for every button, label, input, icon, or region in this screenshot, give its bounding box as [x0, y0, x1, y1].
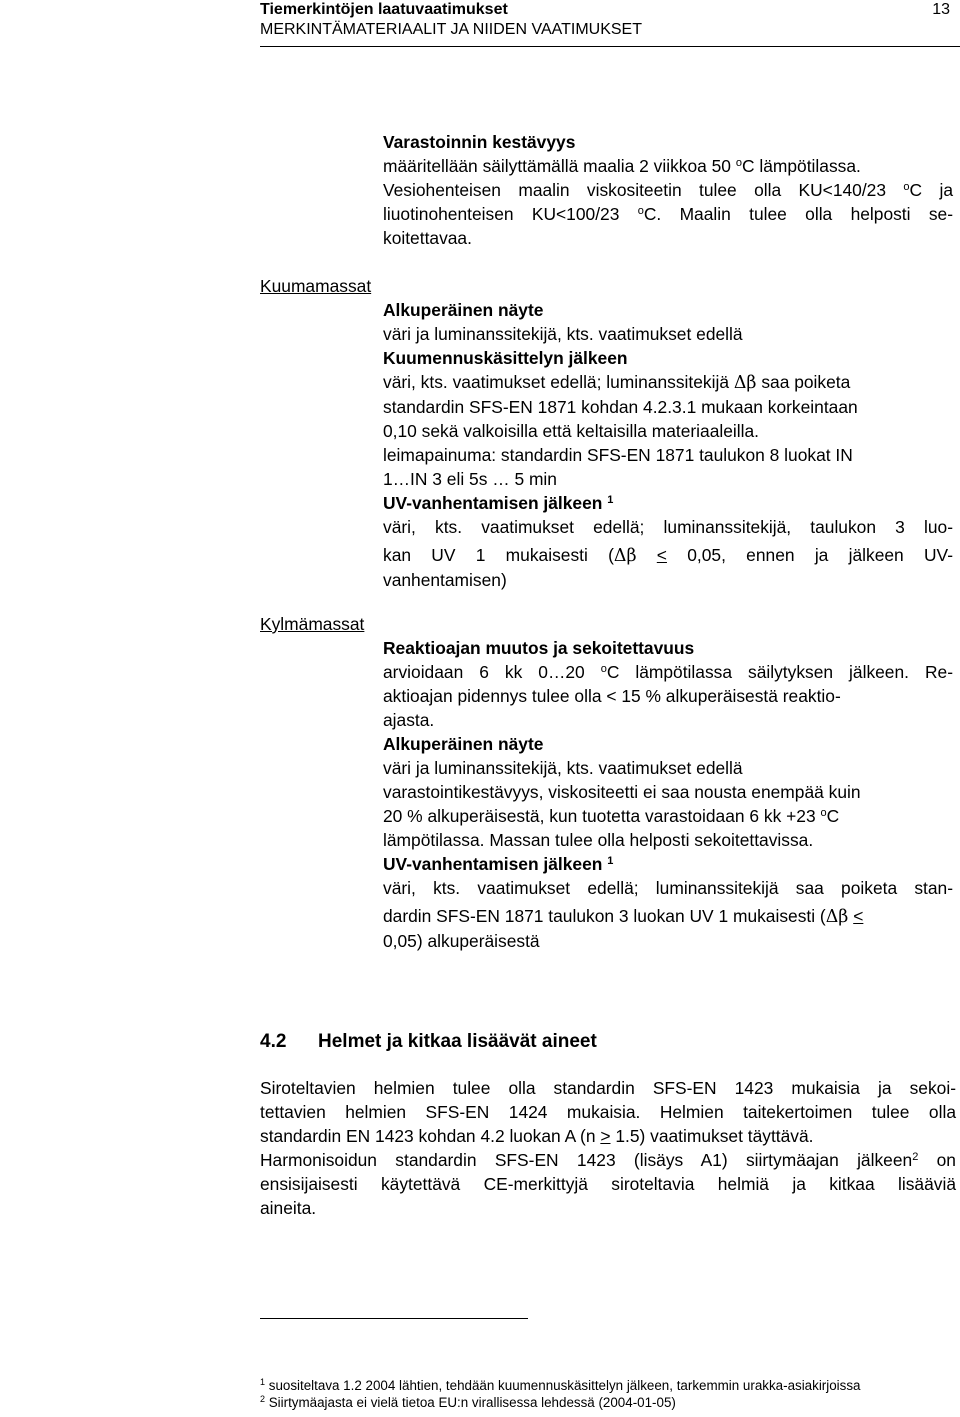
cold-reaction-heading: Reaktioajan muutos ja sekoitettavuus: [383, 638, 695, 658]
storage-line-2: Vesiohenteisen maalin viskositeetin tulee olla KU<140/23 $^o$C ja: [383, 180, 953, 200]
cold-original-line-1: väri ja luminanssitekijä, kts. vaatimukset edellä: [383, 758, 743, 778]
footnote-2: $^2$ Siirtymäajasta ei vielä tietoa EU:n virallisessa lehdessä (2004-01-05): [260, 1394, 676, 1410]
cold-uv-line-1: väri, kts. vaatimukset edellä; luminanssitekijä saa poiketa stan-: [383, 878, 953, 898]
storage-line-3: liuotinohenteisen KU<100/23 $^o$C. Maalin tulee olla helposti se-: [383, 204, 953, 224]
cold-original-line-3: 20 % alkuperäisestä, kun tuotetta varastoidaan 6 kk +23 $^o$C: [383, 806, 840, 826]
hot-mass-heading: Kuumamassat: [260, 276, 372, 296]
header-divider: [260, 46, 960, 47]
document-subtitle: MERKINTÄMATERIAALIT JA NIIDEN VAATIMUKSET: [260, 21, 642, 38]
section-line-3: standardin EN 1423 kohdan 4.2 luokan A (n > 1.5) vaatimukset täyttävä.: [260, 1126, 814, 1146]
section-line-2: tettavien helmien SFS-EN 1424 mukaisia. Helmien taitekertoimen tulee olla: [260, 1102, 956, 1122]
section-line-1: Siroteltavien helmien tulee olla standardin SFS-EN 1423 mukaisia ja sekoi-: [260, 1078, 956, 1098]
hot-heat-line-2: standardin SFS-EN 1871 kohdan 4.2.3.1 mukaan korkeintaan: [383, 397, 858, 417]
section-body: [260, 1076, 956, 1220]
cold-original-line-4: lämpötilassa. Massan tulee olla helposti sekoitettavissa.: [383, 830, 814, 850]
cold-reaction-line-3: ajasta.: [383, 710, 435, 730]
footnote-divider: [260, 1318, 528, 1319]
cold-mass-section: [383, 636, 953, 953]
hot-uv-heading: UV-vanhentamisen jälkeen $^1$: [383, 493, 614, 513]
cold-mass-heading: Kylmämassat: [260, 614, 365, 634]
cold-original-line-2: varastointikestävyys, viskositeetti ei saa nousta enempää kuin: [383, 782, 861, 802]
hot-original-heading: Alkuperäinen näyte: [383, 300, 544, 320]
hot-heat-line-5: 1…IN 3 eli 5s … 5 min: [383, 469, 557, 489]
delta-beta-symbol: Δβ: [733, 373, 757, 393]
section-title: Helmet ja kitkaa lisäävät aineet: [318, 1031, 597, 1052]
hot-uv-line-3: vanhentamisen): [383, 570, 507, 590]
storage-section: [383, 130, 953, 250]
section-line-6: aineita.: [260, 1198, 317, 1218]
hot-uv-line-1: väri, kts. vaatimukset edellä; luminanssitekijä, taulukon 3 luo-: [383, 517, 953, 537]
hot-original-text: väri ja luminanssitekijä, kts. vaatimukset edellä: [383, 324, 743, 344]
storage-line-4: koitettavaa.: [383, 228, 472, 248]
document-title: Tiemerkintöjen laatuvaatimukset: [260, 1, 508, 18]
hot-heat-line-1: väri, kts. vaatimukset edellä; luminanssitekijä Δβ saa poiketa: [383, 372, 851, 393]
hot-heat-line-3: 0,10 sekä valkoisilla että keltaisilla materiaaleilla.: [383, 421, 760, 441]
page-number: 13: [932, 1, 950, 18]
storage-line-1: määritellään säilyttämällä maalia 2 viikkoa 50 $^o$C lämpötilassa.: [383, 156, 861, 176]
cold-uv-line-2: dardin SFS-EN 1871 taulukon 3 luokan UV 1 mukaisesti (Δβ <: [383, 906, 864, 927]
cold-reaction-line-2: aktioajan pidennys tulee olla < 15 % alkuperäisestä reaktio-: [383, 686, 841, 706]
footnote-1: $^1$ suositeltava 1.2 2004 lähtien, tehdään kuumennuskäsittelyn jälkeen, tarkemmin urakka-asiakirjoissa: [260, 1377, 861, 1393]
cold-original-heading: Alkuperäinen näyte: [383, 734, 544, 754]
cold-uv-heading: UV-vanhentamisen jälkeen $^1$: [383, 854, 614, 874]
section-number: 4.2: [260, 1031, 287, 1052]
storage-heading: Varastoinnin kestävyys: [383, 132, 576, 152]
hot-uv-line-2: kan UV 1 mukaisesti (Δβ < 0,05, ennen ja jälkeen UV-: [383, 545, 953, 566]
hot-mass-section: [383, 298, 953, 592]
cold-reaction-line-1: arvioidaan 6 kk 0…20 $^o$C lämpötilassa säilytyksen jälkeen. Re-: [383, 662, 953, 682]
section-line-5: ensisijaisesti käytettävä CE-merkittyjä siroteltavia helmiä ja kitkaa lisääviä: [260, 1174, 956, 1194]
hot-heat-heading: Kuumennuskäsittelyn jälkeen: [383, 348, 628, 368]
section-heading: [260, 1030, 597, 1054]
cold-uv-line-3: 0,05) alkuperäisestä: [383, 931, 540, 951]
section-line-4: Harmonisoidun standardin SFS-EN 1423 (lisäys A1) siirtymäajan jälkeen$^2$ on: [260, 1150, 956, 1170]
footnote-ref-1: 1: [607, 494, 614, 506]
hot-heat-line-4: leimapainuma: standardin SFS-EN 1871 taulukon 8 luokat IN: [383, 445, 853, 465]
footnote-ref-2: 2: [912, 1151, 919, 1163]
footnote-ref-1b: 1: [607, 855, 614, 867]
